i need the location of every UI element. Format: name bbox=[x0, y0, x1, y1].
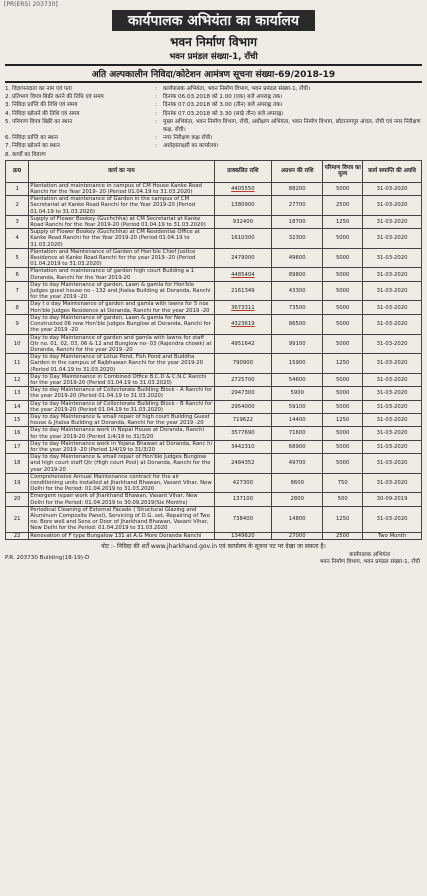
table-row bbox=[6, 373, 422, 386]
info-separator: : bbox=[155, 110, 157, 117]
info-value: दिनांक 07.03.2018 को 3.00 (तीन) बजे अपराह्न तक। bbox=[163, 102, 283, 109]
completion-period-cell: 31-03-2020 bbox=[363, 506, 422, 532]
bill-cost-cell: 2500 bbox=[323, 532, 363, 539]
corner-reference: [PR(ERS) 203730] bbox=[4, 1, 58, 8]
work-name-cell: Day to day Maintenance work in Nepal House at Doranda, Ranchi for the year 2019-20 (Period 1/4/19 to 31/3/20 bbox=[29, 427, 214, 440]
serial-cell: 2 bbox=[6, 196, 29, 216]
completion-period-cell: 31-03-2020 bbox=[363, 215, 422, 228]
bill-cost-cell: 1250 bbox=[323, 215, 363, 228]
info-label: 8. कार्यों का विवरण bbox=[5, 151, 46, 158]
bill-cost-cell: 5000 bbox=[323, 334, 363, 354]
signature-block bbox=[320, 552, 420, 566]
work-name-cell: Plantation and Maintenance of Garden of Hon'ble Chief Justice Residence at Kanke Road Ranchi for the year 2019 -20 (Period 01.04.2019 to 31.03.2020) bbox=[29, 248, 214, 268]
estimated-amount-cell: 1610300 bbox=[214, 229, 272, 249]
serial-cell: 1 bbox=[6, 182, 29, 195]
info-value: दिनांक 07.03.2018 को 3.30 (साढ़े तीन) बजे अपराह्न। bbox=[163, 110, 284, 117]
serial-cell: 8 bbox=[6, 301, 29, 314]
table-row bbox=[6, 182, 422, 195]
earnest-money-cell: 14400 bbox=[272, 413, 323, 426]
completion-period-cell: 31-03-2020 bbox=[363, 182, 422, 195]
estimated-amount-cell: 4405550 bbox=[214, 182, 272, 195]
info-separator: : bbox=[155, 135, 157, 142]
work-name-cell: Day to day Maintenance & small repair of Hon'ble Judges Bunglow and high court staff Qtr (High court Pool) at Doranda, Ranchi for the year 2019-20 bbox=[29, 454, 214, 474]
info-row bbox=[5, 118, 422, 134]
bill-cost-cell: 1250 bbox=[323, 413, 363, 426]
earnest-money-cell: 73500 bbox=[272, 301, 323, 314]
table-row bbox=[6, 301, 422, 314]
earnest-money-cell: 59100 bbox=[272, 400, 323, 413]
work-name-cell: Supply of Flower Bookey (Guchchha) at CM Secretariat at Kanke Road Ranchi for the Year 2019-20 (Period 01.04.19 to 31.03.2020) bbox=[29, 215, 214, 228]
table-row bbox=[6, 215, 422, 228]
estimated-amount-cell: 2484352 bbox=[214, 454, 272, 474]
info-separator: : bbox=[155, 118, 157, 125]
bill-cost-cell: 5000 bbox=[323, 281, 363, 301]
serial-cell: 14 bbox=[6, 400, 29, 413]
header-completion-period: कार्य समाप्ति की अवधि bbox=[363, 160, 422, 182]
notice-footer bbox=[5, 542, 422, 578]
completion-period-cell: 31-03-2020 bbox=[363, 334, 422, 354]
serial-cell: 16 bbox=[6, 427, 29, 440]
earnest-money-cell: 88200 bbox=[272, 182, 323, 195]
earnest-money-cell: 68900 bbox=[272, 440, 323, 453]
serial-cell: 7 bbox=[6, 281, 29, 301]
info-row bbox=[5, 110, 422, 118]
work-name-cell: Day to day Maintenance & small repair of high court Building Guest house & Jhalsa Building at Doranda, Ranchi for the year 2019 -20 bbox=[29, 413, 214, 426]
info-row bbox=[5, 151, 422, 159]
estimated-amount-cell: 1380900 bbox=[214, 196, 272, 216]
completion-period-cell: 31-03-2020 bbox=[363, 268, 422, 281]
table-row bbox=[6, 493, 422, 506]
info-label: 3. निविदा प्राप्ति की तिथि एवं समय bbox=[5, 102, 78, 109]
earnest-money-cell: 32300 bbox=[272, 229, 323, 249]
completion-period-cell: 31-03-2020 bbox=[363, 196, 422, 216]
earnest-money-cell: 14800 bbox=[272, 506, 323, 532]
info-separator: : bbox=[155, 143, 157, 150]
info-value: दिनांक 06.03.2018 को 1.00 (एक) बजे अपराह्न तक। bbox=[163, 94, 283, 101]
serial-cell: 18 bbox=[6, 454, 29, 474]
earnest-money-cell: 27000 bbox=[272, 532, 323, 539]
bill-cost-cell: 5000 bbox=[323, 427, 363, 440]
bill-cost-cell: 2500 bbox=[323, 196, 363, 216]
work-name-cell: Plantation and maintenance in campus of CM House Kanke Road Ranchi for the Year 2019- 20 (Period 01.04.19 to 31.03.2020) bbox=[29, 182, 214, 195]
estimated-amount-cell: 719622 bbox=[214, 413, 272, 426]
info-separator bbox=[155, 151, 163, 159]
work-name-cell: Day to day Maintenance of Collectorate Building Block - B Ranchi for the year 2019-20 (Period 01.04.19 to 31.03.2020) bbox=[30, 400, 213, 413]
estimated-amount-cell: 2947300 bbox=[214, 387, 272, 400]
serial-cell: 11 bbox=[6, 354, 29, 374]
info-separator: : bbox=[155, 86, 157, 92]
serial-cell: 13 bbox=[6, 387, 29, 400]
earnest-money-cell: 2800 bbox=[272, 493, 323, 506]
completion-period-cell: 31-03-2020 bbox=[363, 400, 422, 413]
estimated-amount-cell: 932400 bbox=[214, 215, 272, 228]
estimated-amount-cell: 3577690 bbox=[214, 427, 272, 440]
table-row bbox=[6, 413, 422, 426]
info-separator: : bbox=[155, 94, 157, 101]
bill-cost-cell: 500 bbox=[323, 493, 363, 506]
info-label: 2. प्रतिभाग विपत्र बिक्री करने की तिथि एवं समय bbox=[5, 94, 104, 101]
completion-period-cell: Two Month bbox=[363, 532, 422, 539]
bill-cost-cell: 5000 bbox=[323, 248, 363, 268]
estimated-amount-cell: 738400 bbox=[214, 506, 272, 532]
work-name-cell: Comprehensive Annual Maintenance contract for the air conditioning units installed at Jharkhand Bhawan, Vasant Vihar, New Delhi for the Period: 01.04.2019 to 31.03.2020 bbox=[29, 473, 214, 493]
table-row bbox=[6, 454, 422, 474]
bill-cost-cell: 1250 bbox=[323, 506, 363, 532]
serial-cell: 5 bbox=[6, 248, 29, 268]
table-row bbox=[6, 427, 422, 440]
bill-cost-cell: 5000 bbox=[323, 387, 363, 400]
estimated-amount-cell: 2161349 bbox=[214, 281, 272, 301]
work-name-cell: Day to day Maintenance of garden and gamla with lawns for staff Qtr no. 01, 02, 03, 06 & 12 and Bunglow no- 03 (Rajendra chowk) at Doranda, Ranchi for the year 2019 -20 bbox=[29, 334, 214, 354]
work-name-cell: Day to day Maintenance work in Yojana Bhawan at Doranda, Ranc hi for the year 2019 -20 (Period 1/4/19 to 31/3/20 bbox=[29, 440, 214, 453]
info-label: 5. परिमाण विपत्र बिक्री का स्थान bbox=[5, 118, 73, 125]
completion-period-cell: 31-03-2020 bbox=[363, 314, 422, 334]
serial-cell: 12 bbox=[6, 373, 29, 386]
work-name-cell: Day to Day Maintenance in Combined Office B.C.D & C.N.C Ranchi for the year 2019-20 (Period 01.04.19 to 31.03.2020) bbox=[29, 373, 214, 386]
earnest-money-cell: 43300 bbox=[272, 281, 323, 301]
earnest-money-cell: 15900 bbox=[272, 354, 323, 374]
header-earnest-money: अग्रधन की राशि bbox=[272, 160, 323, 182]
completion-period-cell: 31-03-2020 bbox=[363, 454, 422, 474]
work-name-cell: Plantation and maintenance of garden high court Building a 1 Doranda, Ranchi for the Year 2019-20 bbox=[29, 268, 214, 281]
work-name-cell: Day to day Maintenance of Collectorate Building Block - A Ranchi for the year 2019-20 (Period 01.04.19 to 31.03.2020) bbox=[30, 387, 213, 400]
pr-number: P.R. 203730 Building(18-19)-D bbox=[5, 554, 90, 561]
serial-cell: 9 bbox=[6, 314, 29, 334]
table-row bbox=[6, 229, 422, 249]
table-row bbox=[6, 440, 422, 453]
table-row bbox=[6, 354, 422, 374]
serial-cell: 15 bbox=[6, 413, 29, 426]
earnest-money-cell: 8600 bbox=[272, 473, 323, 493]
completion-period-cell: 31-03-2020 bbox=[363, 427, 422, 440]
bill-cost-cell: 5000 bbox=[323, 268, 363, 281]
info-row bbox=[5, 85, 422, 93]
info-separator: : bbox=[155, 102, 157, 109]
table-row bbox=[6, 387, 422, 400]
earnest-money-cell: 18700 bbox=[272, 215, 323, 228]
info-value bbox=[163, 151, 422, 159]
estimated-amount-cell: 790900 bbox=[214, 354, 272, 374]
bill-cost-cell: 5000 bbox=[323, 454, 363, 474]
estimated-amount-cell: 4485404 bbox=[214, 268, 272, 281]
serial-cell: 4 bbox=[6, 229, 29, 249]
info-value: मुख्य अभियंता, भवन निर्माण विभाग, राँची, अधीक्षण अभियंता, भवन निर्माण विभाग, छोटानागपुर अंचल, राँची एवं नगर निरीक्षण कक्ष, राँची। bbox=[163, 118, 421, 134]
bill-cost-cell: 5000 bbox=[323, 229, 363, 249]
signature-title: कार्यपालक अभियंता bbox=[349, 551, 391, 558]
table-row bbox=[6, 196, 422, 216]
estimated-amount-cell: 2725700 bbox=[214, 373, 272, 386]
work-name-cell: Renovation of F type Bungalow 131 at A.G More Doranda Ranchi bbox=[29, 532, 214, 539]
earnest-money-cell: 54600 bbox=[272, 373, 323, 386]
serial-cell: 3 bbox=[6, 215, 29, 228]
earnest-money-cell: 99100 bbox=[272, 334, 323, 354]
info-row bbox=[5, 134, 422, 142]
table-row bbox=[6, 281, 422, 301]
work-name-cell: Day to day Maintenance of Lotus Pond, Fish Pond and Buddha Garden in the campus of Rajbhawan Ranchi for the year 2019-20 (Period 01.04.19 to 31.03.2020) bbox=[29, 354, 214, 374]
notice-number-banner: अति अल्पकालीन निविदा/कोटेशन आमंत्रण सूचना संख्या-69/2018-19 bbox=[5, 64, 422, 83]
bill-cost-cell: 5000 bbox=[323, 314, 363, 334]
completion-period-cell: 31-03-2020 bbox=[363, 301, 422, 314]
bill-cost-cell: 5000 bbox=[323, 373, 363, 386]
earnest-money-cell: 89800 bbox=[272, 268, 323, 281]
table-row bbox=[6, 506, 422, 532]
serial-cell: 19 bbox=[6, 473, 29, 493]
works-table bbox=[5, 160, 422, 540]
estimated-amount-cell: 3673311 bbox=[214, 301, 272, 314]
bill-cost-cell: 5000 bbox=[323, 182, 363, 195]
serial-cell: 20 bbox=[6, 493, 29, 506]
table-row bbox=[6, 532, 422, 539]
serial-cell: 6 bbox=[6, 268, 29, 281]
completion-period-cell: 31-03-2020 bbox=[363, 440, 422, 453]
info-row bbox=[5, 142, 422, 150]
completion-period-cell: 31-03-2020 bbox=[363, 473, 422, 493]
table-row bbox=[6, 473, 422, 493]
work-name-cell: Day to day Maintenance of garden, Lawn & gamla for New Constructed 06 now Hon'ble Judges Bunglow at Doranda, Ranchi for the year 2019 -20 bbox=[29, 314, 214, 334]
work-name-cell: Plantation and maintenance of Garden in the campus of CM Secretariat at Kanke Road Ranchi for the Year 2019-20 (Period 01.04.19 to 31.03.2020) bbox=[29, 196, 214, 216]
table-row bbox=[6, 248, 422, 268]
info-row bbox=[5, 93, 422, 101]
header-bill-cost: परिमाण विपत्र का मूल्य bbox=[323, 160, 363, 182]
table-row bbox=[6, 400, 422, 413]
info-value: नगर निरीक्षण कक्ष राँची। bbox=[163, 135, 213, 142]
earnest-money-cell: 27700 bbox=[272, 196, 323, 216]
earnest-money-cell: 49700 bbox=[272, 454, 323, 474]
info-value: कार्यपालक अभियंता, भवन निर्माण विभाग, भवन प्रमंडल संख्या-1, राँची। bbox=[163, 86, 311, 92]
info-row bbox=[5, 101, 422, 109]
completion-period-cell: 31-03-2020 bbox=[363, 387, 422, 400]
earnest-money-cell: 86500 bbox=[272, 314, 323, 334]
info-label: 1. विज्ञापनदाता का नाम एवं पता bbox=[5, 86, 72, 92]
completion-period-cell: 31-03-2020 bbox=[363, 229, 422, 249]
serial-cell: 22 bbox=[6, 532, 29, 539]
header-work-name: कार्य का नाम bbox=[29, 160, 214, 182]
bill-cost-cell: 750 bbox=[323, 473, 363, 493]
bill-cost-cell: 5000 bbox=[323, 440, 363, 453]
work-name-cell: Supply of Flower Bookey (Guchchha) at CM Residential Office at Kanke Road Ranchi for the Year 2019-20 (Period 01.04.19 to 31.03.2020) bbox=[29, 229, 214, 249]
estimated-amount-cell: 137100 bbox=[214, 493, 272, 506]
bill-cost-cell: 1250 bbox=[323, 354, 363, 374]
bill-cost-cell: 5000 bbox=[323, 400, 363, 413]
signature-office: भवन निर्माण विभाग, भवन प्रमंडल संख्या-1, राँची bbox=[319, 558, 420, 565]
earnest-money-cell: 49600 bbox=[272, 248, 323, 268]
serial-cell: 10 bbox=[6, 334, 29, 354]
department-title: भवन निर्माण विभाग bbox=[170, 35, 257, 49]
completion-period-cell: 31-03-2020 bbox=[363, 248, 422, 268]
estimated-amount-cell: 2479000 bbox=[214, 248, 272, 268]
earnest-money-cell: 5900 bbox=[272, 387, 323, 400]
info-label: 7. निविदा खोलने का स्थान bbox=[5, 143, 60, 150]
work-name-cell: Day t o day Maintenance of garden and gamla with lawns for 5 nos Hon'ble Judges Residence at Doranda, Ranchi for the year 2019 -20 bbox=[29, 301, 214, 314]
works-table-header-row bbox=[6, 160, 422, 182]
table-row bbox=[6, 268, 422, 281]
work-name-cell: Emergent repair work of Jharkhand Bhawan, Vasant Vihar, New Delhi for the Period: 01.04.2019 to 30.09.2019(Six Months) bbox=[29, 493, 214, 506]
table-row bbox=[6, 314, 422, 334]
estimated-amount-cell: 1349620 bbox=[214, 532, 272, 539]
header-estimated-amount: प्राक्कलित राशि bbox=[214, 160, 272, 182]
info-label: 6. निविदा प्राप्ति का स्थान bbox=[5, 135, 58, 142]
completion-period-cell: 31-03-2020 bbox=[363, 281, 422, 301]
info-label: 4. निविदा खोलने की तिथि एवं समय bbox=[5, 110, 80, 117]
bill-cost-cell: 5000 bbox=[323, 301, 363, 314]
header-serial: क्र0 bbox=[6, 160, 29, 182]
earnest-money-cell: 71600 bbox=[272, 427, 323, 440]
estimated-amount-cell: 427300 bbox=[214, 473, 272, 493]
notice-header bbox=[5, 4, 422, 62]
serial-cell: 17 bbox=[6, 440, 29, 453]
division-title: भवन प्रमंडल संख्या-1, राँची bbox=[169, 52, 258, 62]
table-row bbox=[6, 334, 422, 354]
info-value: अधोहस्ताक्षरी का कार्यालय। bbox=[163, 143, 219, 150]
tender-info-list bbox=[5, 85, 422, 159]
completion-period-cell: 31-03-2020 bbox=[363, 373, 422, 386]
work-name-cell: Periodical Cleaning of External Facade ( Structural Glazing and Aluminum Composite Panel), Servicing of D.G. set, Repairing of Two no. Bore well and Sens or Door of Jharkhand Bhawan, Vasant Vihar, New Delhi for the Period: 01.04.2019 to 31.03.2020 bbox=[29, 506, 214, 532]
completion-period-cell: 31-03-2020 bbox=[363, 354, 422, 374]
estimated-amount-cell: 3442310 bbox=[214, 440, 272, 453]
estimated-amount-cell: 4951642 bbox=[214, 334, 272, 354]
estimated-amount-cell: 2954000 bbox=[214, 400, 272, 413]
footer-note: नोट :- निविदा की शर्तें www.jharkhand.gov.in एवं कार्यालय के सूचना पट पर देखा जा सकता है। bbox=[101, 542, 326, 550]
estimated-amount-cell: 4323619 bbox=[214, 314, 272, 334]
completion-period-cell: 31-03-2020 bbox=[363, 413, 422, 426]
completion-period-cell: 30-09-2019 bbox=[363, 493, 422, 506]
work-name-cell: Day to day Maintenance of garden, Lawn & gamla for Hon'ble Judges guest house no - 132 and Jhalsa Building at Doranda, Ranchi for the year 2019 -20 bbox=[29, 281, 214, 301]
serial-cell: 21 bbox=[6, 506, 29, 532]
office-title: कार्यपालक अभियंता का कार्यालय bbox=[112, 10, 315, 31]
